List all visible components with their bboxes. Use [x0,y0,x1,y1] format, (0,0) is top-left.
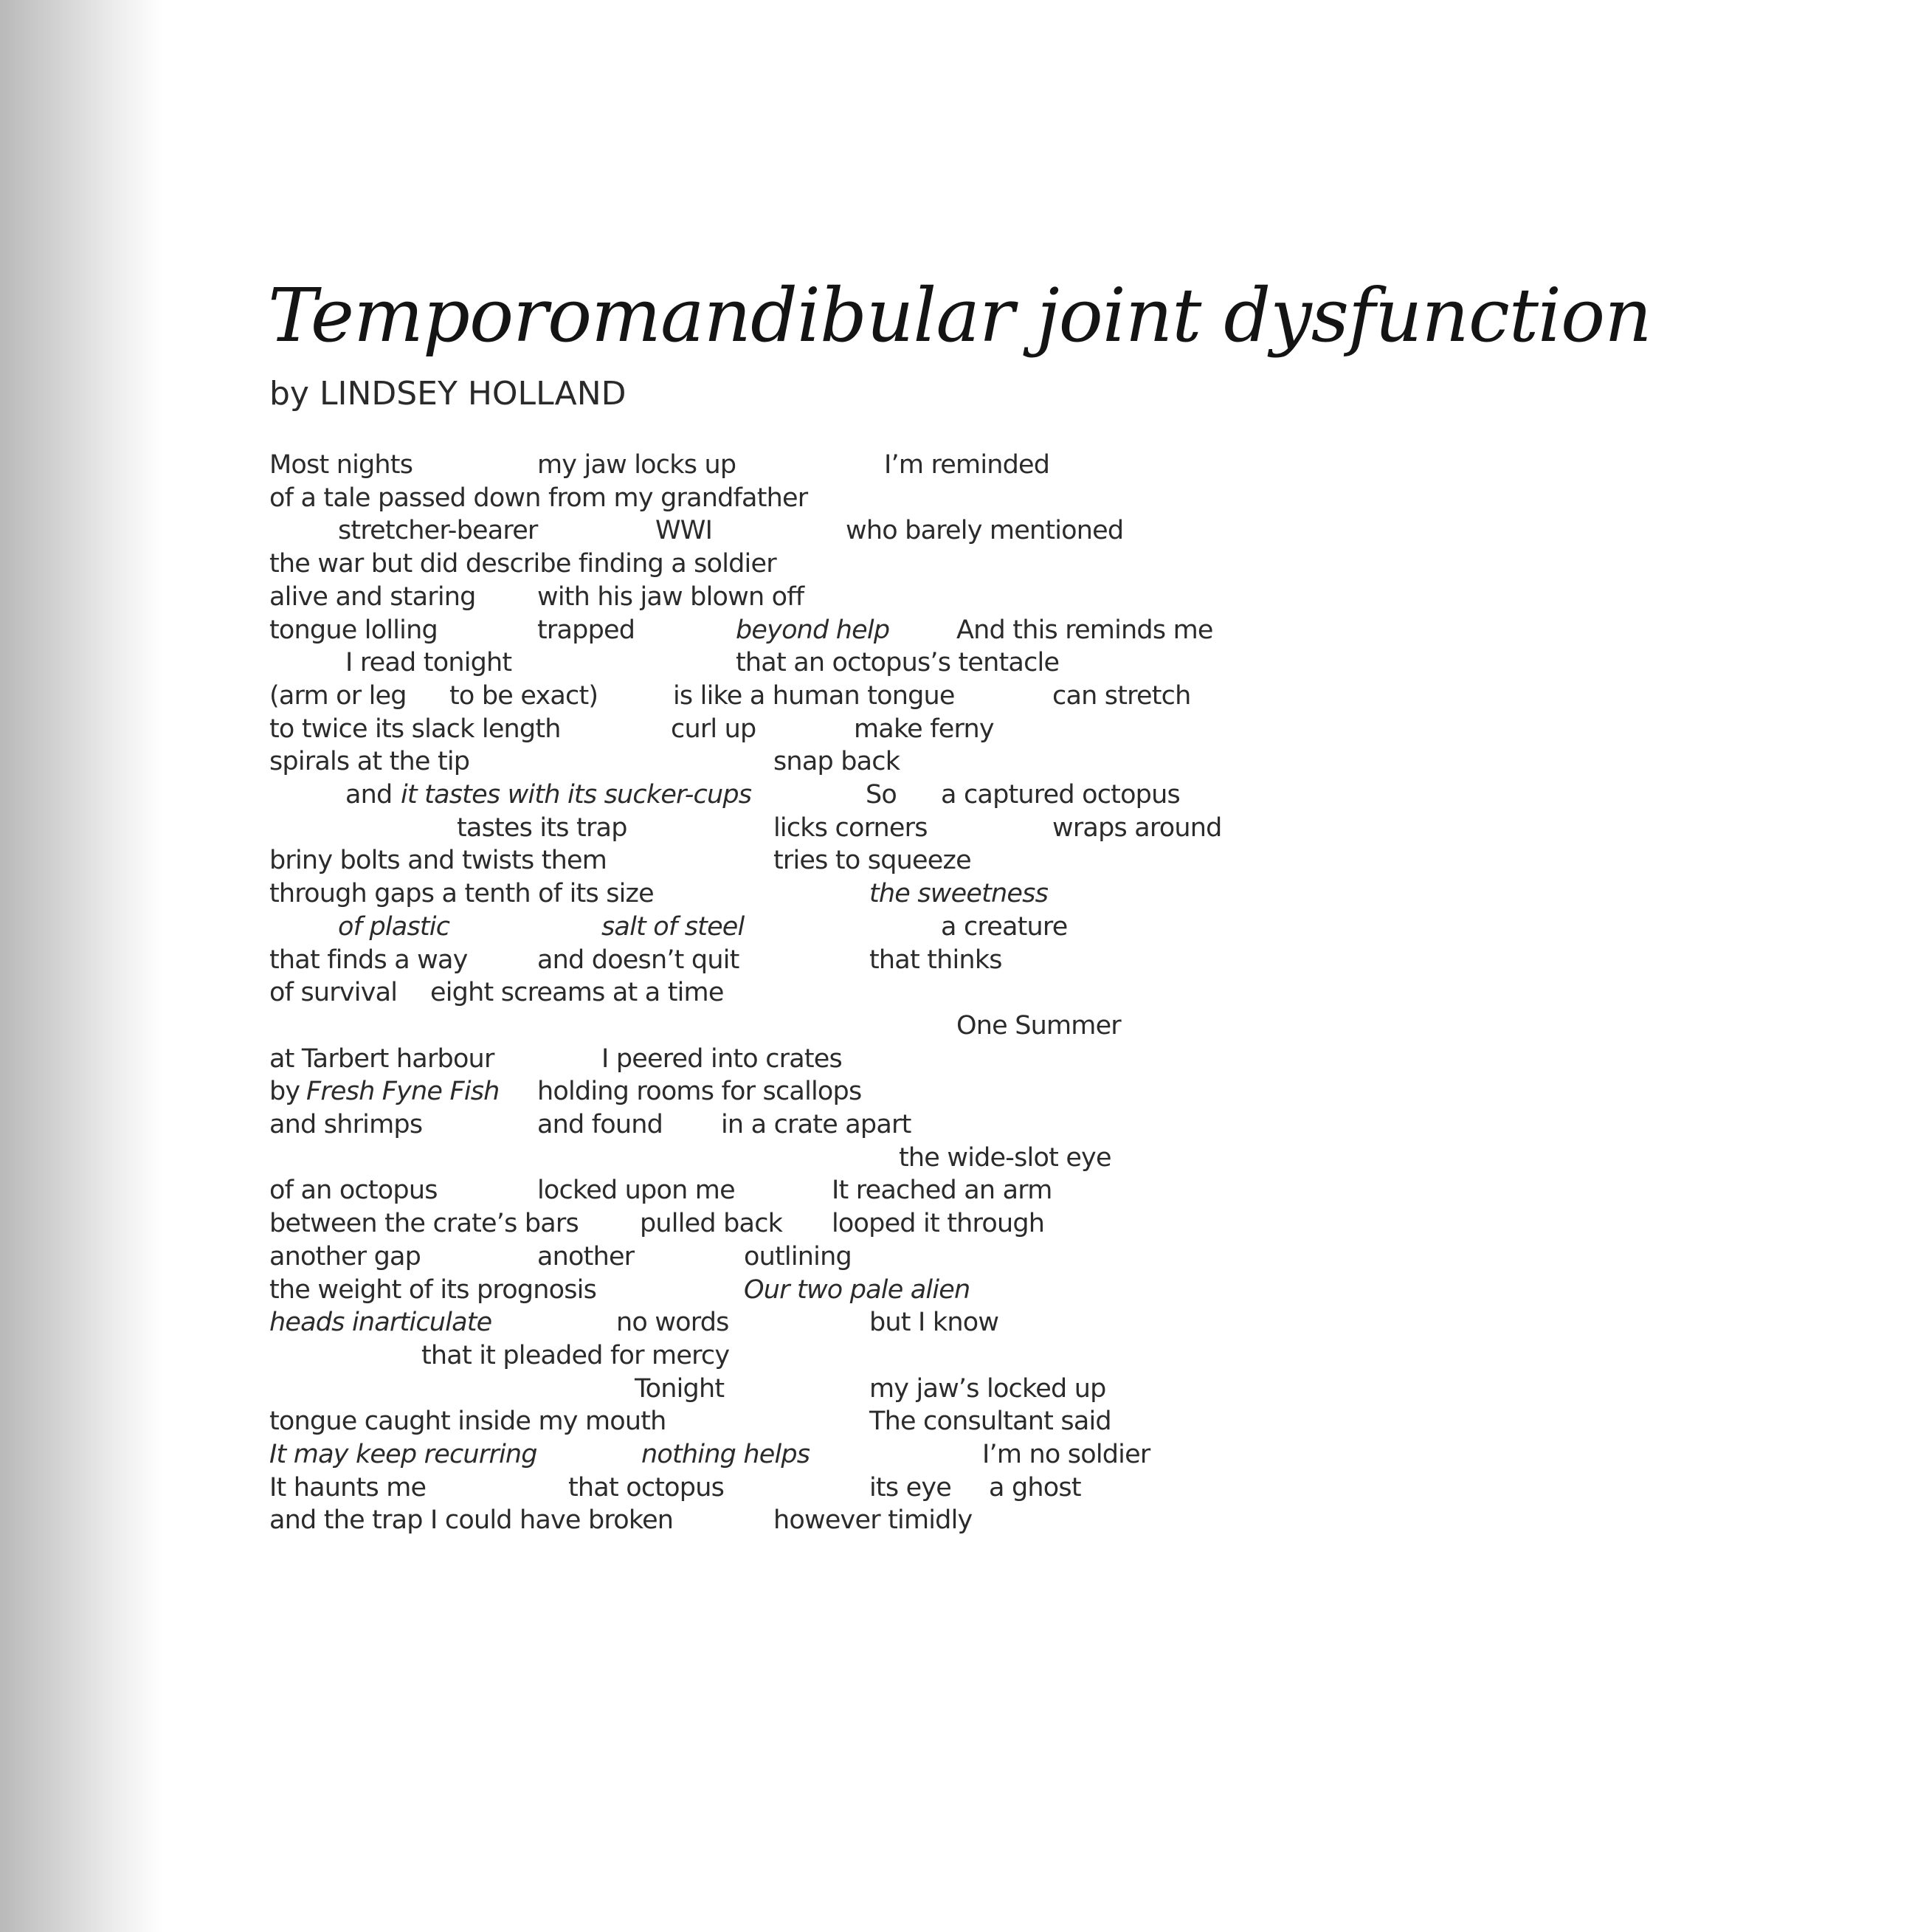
poem-line-fragment: looped it through [832,1209,1045,1238]
poem-line-fragment: the sweetness [869,879,1049,908]
poem-line-fragment: and [345,780,393,810]
poem-line-fragment: spirals at the tip [269,747,470,776]
poem-line-fragment: make ferny [854,714,994,744]
poem-line-fragment: that an octopus’s tentacle [736,648,1060,677]
poem-line-fragment: a ghost [989,1473,1081,1503]
poem-line-fragment: a creature [941,912,1068,942]
poem-line-fragment: heads inarticulate [269,1308,492,1337]
poem-line-fragment: WWI [655,516,713,545]
poem-line-fragment: briny bolts and twists them [269,846,607,875]
poem-line-fragment: between the crate’s bars [269,1209,579,1238]
poem-line-fragment: Tonight [635,1374,725,1404]
poem-byline: by LINDSEY HOLLAND [269,375,627,413]
poem-line-fragment: another gap [269,1242,421,1272]
poem-line-fragment: at Tarbert harbour [269,1044,494,1074]
poem-line-fragment: to twice its slack length [269,714,561,744]
poem-line-fragment: of an octopus [269,1176,438,1205]
poem-line-fragment: to be exact) [449,681,598,711]
poem-line-fragment: who barely mentioned [846,516,1124,545]
poem-line-fragment: with his jaw blown off [537,582,804,612]
poem-line-fragment: my jaw’s locked up [869,1374,1106,1404]
poem-line-fragment: in a crate apart [721,1110,911,1139]
poem-line-fragment: licks corners [773,813,928,843]
poem-line-fragment: Fresh Fyne Fish [306,1077,500,1106]
poem-line-fragment: that thinks [869,945,1002,975]
poem-line-fragment: and found [537,1110,663,1139]
poem-line-fragment: Most nights [269,450,413,480]
poem-line-fragment: trapped [537,615,635,645]
poem-line-fragment: a captured octopus [941,780,1180,810]
poem-line-fragment: that finds a way [269,945,468,975]
poem-line-fragment: tries to squeeze [773,846,971,875]
poem-line-fragment: however timidly [773,1505,973,1535]
poem-line-fragment: nothing helps [641,1440,810,1469]
poem-line-fragment: another [537,1242,635,1272]
poem-line-fragment: it tastes with its sucker-cups [401,780,752,810]
poem-line-fragment: holding rooms for scallops [537,1077,862,1106]
poem-line-fragment: that octopus [568,1473,725,1503]
poem-line-fragment: eight screams at a time [430,978,724,1007]
poem-line-fragment: The consultant said [869,1407,1111,1436]
poem-line-fragment: So [866,780,897,810]
poem-line-fragment: can stretch [1052,681,1191,711]
poem-line-fragment: I’m no soldier [982,1440,1150,1469]
poem-line-fragment: It may keep recurring [269,1440,537,1469]
poem-line-fragment: tongue caught inside my mouth [269,1407,666,1436]
poem-line-fragment: I peered into crates [601,1044,842,1074]
poem-line-fragment: One Summer [956,1011,1121,1041]
poem-line-fragment: I’m reminded [884,450,1050,480]
poem-line-fragment: outlining [744,1242,852,1272]
poem-line-fragment: its eye [869,1473,951,1503]
poem-line-fragment: that it pleaded for mercy [421,1341,730,1370]
poem-line-fragment: by [269,1077,300,1106]
poem-line-fragment: wraps around [1052,813,1222,843]
poem-line-fragment: no words [616,1308,729,1337]
poem-line-fragment: and shrimps [269,1110,423,1139]
poem-line-fragment: the war but did describe finding a soldier [269,549,776,579]
poem-line-fragment: and doesn’t quit [537,945,739,975]
poem-line-fragment: of survival [269,978,398,1007]
poem-line-fragment: It reached an arm [832,1176,1052,1205]
poem-line-fragment: tastes its trap [457,813,627,843]
poem-line-fragment: the wide-slot eye [899,1143,1111,1173]
poem-title: Temporomandibular joint dysfunction [268,272,1652,359]
poem-line-fragment: snap back [773,747,900,776]
poem-line-fragment: the weight of its prognosis [269,1275,597,1305]
poem-line-fragment: pulled back [640,1209,783,1238]
poem-line-fragment: is like a human tongue [673,681,955,711]
poem-line-fragment: locked upon me [537,1176,735,1205]
poem-line-fragment: And this reminds me [956,615,1213,645]
poem-line-fragment: (arm or leg [269,681,407,711]
poem-line-fragment: of plastic [338,912,450,942]
poem-line-fragment: tongue lolling [269,615,438,645]
poem-line-fragment: of a tale passed down from my grandfather [269,483,808,513]
poem-line-fragment: through gaps a tenth of its size [269,879,654,908]
poem-line-fragment: beyond help [736,615,890,645]
poem-line-fragment: and the trap I could have broken [269,1505,674,1535]
poem-line-fragment: alive and staring [269,582,476,612]
poem-line-fragment: It haunts me [269,1473,427,1503]
poem-line-fragment: stretcher-bearer [338,516,538,545]
poem-line-fragment: curl up [671,714,756,744]
poem-line-fragment: I read tonight [345,648,512,677]
poem-line-fragment: my jaw locks up [537,450,736,480]
poem-line-fragment: Our two pale alien [744,1275,970,1305]
poem-line-fragment: but I know [869,1308,999,1337]
poem-line-fragment: salt of steel [601,912,745,942]
